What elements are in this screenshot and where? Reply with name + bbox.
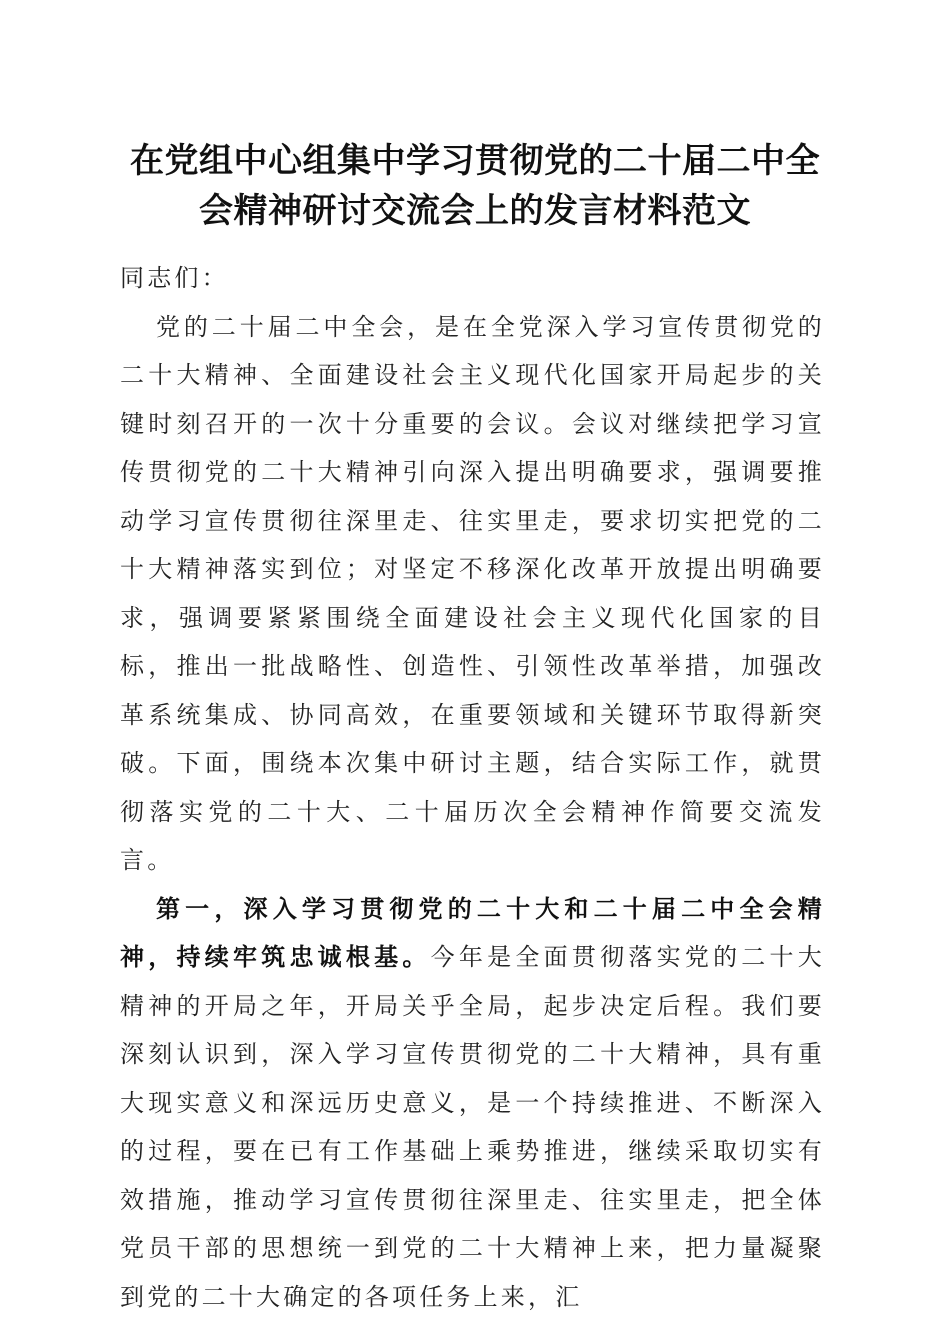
document-body bbox=[120, 254, 825, 1321]
paragraph-point-one bbox=[120, 885, 825, 1322]
point-one-heading: 第一，深入学习贯彻党的二十大和二十届二中全会精神，持续牢筑忠诚根基。 bbox=[120, 893, 825, 971]
salutation: 同志们： bbox=[120, 264, 229, 292]
title-line-1: 在党组中心组集中学习贯彻党的二十届二中全 bbox=[130, 141, 820, 181]
title-line-2: 会精神研讨交流会上的发言材料范文 bbox=[199, 191, 751, 231]
point-one-body: 今年是全面贯彻落实党的二十大精神的开局之年，开局关乎全局，起步决定后程。我们要深刻认识到，深入学习宣传贯彻党的二十大精神，具有重大现实意义和深远历史意义，是一个持续推进、不断深入的过程，要在已有工作基础上乘势推进，继续采取切实有效措施，推动学习宣传贯彻往深里走、往实里走，把全体党员干部的思想统一到党的二十大精神上来，把力量凝聚到党的二十大确定的各项任务上来，汇 bbox=[120, 943, 825, 1311]
document-title bbox=[100, 136, 850, 236]
paragraph-intro: 党的二十届二中全会，是在全党深入学习宣传贯彻党的二十大精神、全面建设社会主义现代化国家开局起步的关键时刻召开的一次十分重要的会议。会议对继续把学习宣传贯彻党的二十大精神引向深入提出明确要求，强调要推动学习宣传贯彻往深里走、往实里走，要求切实把党的二十大精神落实到位；对坚定不移深化改革开放提出明确要求，强调要紧紧围绕全面建设社会主义现代化国家的目标，推出一批战略性、创造性、引领性改革举措，加强改革系统集成、协同高效，在重要领域和关键环节取得新突破。下面，围绕本次集中研讨主题，结合实际工作，就贯彻落实党的二十大、二十届历次全会精神作简要交流发言。 bbox=[120, 312, 825, 874]
